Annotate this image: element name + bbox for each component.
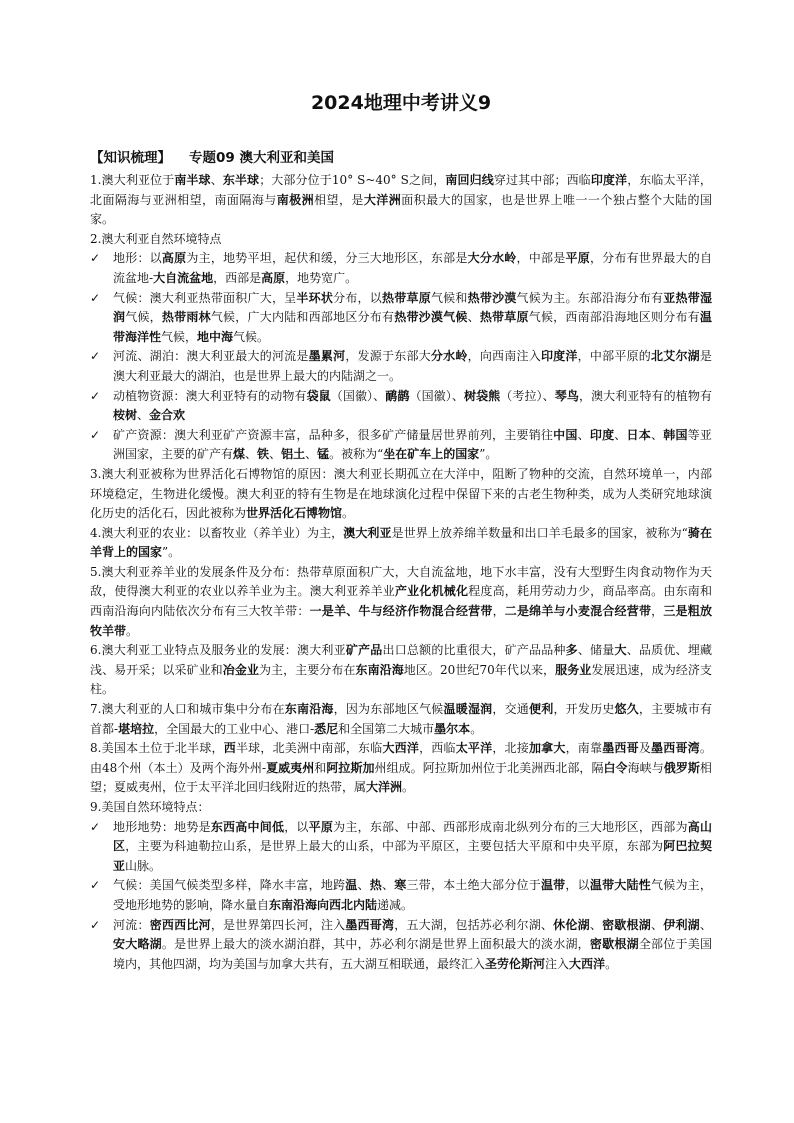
- paragraph: [90, 798, 712, 818]
- text-run: 气候。: [233, 329, 270, 344]
- paragraph: [90, 739, 712, 798]
- text-run: 。: [126, 623, 139, 638]
- paragraph: [90, 641, 712, 700]
- text-run: ，北接: [492, 741, 529, 756]
- paragraph: [90, 524, 712, 563]
- text-run: 山脉。: [125, 858, 162, 873]
- text-run: ；大部分位于10° S~40° S之间，: [259, 173, 446, 187]
- emphasis-text: 煤: [233, 447, 246, 462]
- text-run: ，交通: [492, 702, 530, 717]
- emphasis-text: 热带沙漠气候: [394, 310, 468, 325]
- text-run: ，地势宽广。: [285, 270, 358, 285]
- emphasis-text: 一是羊、牛与经济作物混合经营带: [309, 604, 493, 619]
- emphasis-text: 大洋洲: [366, 780, 403, 795]
- text-run: ，以: [284, 819, 309, 834]
- emphasis-text: 俄罗斯: [663, 760, 700, 775]
- emphasis-text: 印度洋: [590, 173, 628, 187]
- text-run: 和全国第二大城市: [338, 721, 435, 736]
- text-run: ，中部平原的: [577, 349, 651, 364]
- text-run: 、: [245, 447, 258, 462]
- checklist-item: [90, 426, 712, 465]
- emphasis-text: 热带沙漠: [467, 290, 517, 305]
- text-run: 及: [638, 741, 652, 756]
- text-run: 发展迅速，成为经济支柱。: [90, 662, 712, 697]
- text-run: 。由48个州（本土）及两个海外州-: [90, 741, 712, 775]
- text-run: ，五大湖，包括苏必利尔湖、: [394, 917, 554, 932]
- text-run: 地区。20世纪70年代以来，: [403, 662, 556, 677]
- checkmark-icon: ✓: [90, 917, 101, 932]
- emphasis-text: 骑在羊背上的国家: [90, 525, 712, 560]
- text-run: 为主，地势平坦，起伏和缓，分三大地形区，东部是: [186, 251, 468, 266]
- text-run: 全部位于美国境内，其他四湖，均为美国与加拿大共有，五大湖互相联通，最终汇入: [113, 937, 712, 971]
- checkmark-icon: ✓: [90, 251, 101, 266]
- emphasis-text: 墨西哥湾: [651, 741, 700, 756]
- text-run: 相望，是: [314, 192, 364, 207]
- paragraph: [90, 700, 712, 739]
- emphasis-text: 高原: [261, 270, 286, 285]
- checklist-item: [90, 818, 712, 877]
- checkmark-icon: ✓: [90, 427, 101, 442]
- emphasis-text: 热带草原: [382, 290, 431, 305]
- document-body: [90, 171, 712, 974]
- emphasis-text: 温带大陆性: [589, 878, 651, 893]
- text-run: 程度高，耗用劳动力少，商品率高。由东南和西南沿海向内陆依次分布有三大牧羊带：: [90, 584, 712, 619]
- emphasis-text: 澳大利亚: [343, 525, 392, 540]
- emphasis-text: 温带海洋性: [113, 310, 712, 344]
- text-run: ，主要城市有首都-: [90, 702, 712, 736]
- text-run: （国徽）、: [409, 388, 464, 403]
- text-run: 。: [470, 721, 483, 736]
- paragraph: [90, 171, 712, 230]
- text-run: 5.澳大利亚养羊业的发展条件及分布：热带草原面积广大，大自流盆地，地下水丰富，没有大型野生肉食动物作为天敌，使得澳大利亚的农业以养羊业为主。澳大利亚养羊业: [90, 564, 712, 599]
- text-run: ，: [651, 604, 664, 619]
- text-run: ，中部是: [516, 251, 566, 266]
- text-run: 。: [342, 506, 355, 521]
- text-run: 、: [589, 917, 603, 932]
- checkmark-icon: ✓: [90, 388, 101, 403]
- emphasis-text: 温: [345, 878, 358, 893]
- emphasis-text: 东南沿海向西北内陆: [269, 897, 378, 912]
- text-run: （考拉）、: [500, 388, 555, 403]
- emphasis-text: 墨累河: [308, 349, 346, 364]
- emphasis-text: 阿巴拉契亚: [113, 839, 712, 873]
- emphasis-text: 阿拉斯加: [326, 760, 375, 775]
- text-run: 河流：: [113, 917, 150, 932]
- text-run: ，因为东部地区气候: [333, 702, 444, 717]
- text-run: 气候，广大内陆和西部地区分布有: [210, 310, 395, 325]
- text-run: （国徽）、: [330, 388, 386, 403]
- text-run: 州组成。阿拉斯加州位于北美洲西北部，隔: [374, 760, 604, 775]
- emphasis-text: 高原: [161, 251, 187, 266]
- emphasis-text: 日本: [626, 427, 651, 442]
- emphasis-text: 悉尼: [314, 721, 339, 736]
- emphasis-text: 东半球: [222, 173, 260, 187]
- text-run: 2.澳大利亚自然环境特点: [90, 231, 222, 246]
- text-run: 、: [305, 447, 318, 462]
- emphasis-text: 西: [223, 741, 236, 756]
- emphasis-text: 亚热带湿润: [113, 290, 712, 325]
- emphasis-text: 分水岭: [430, 349, 468, 364]
- emphasis-text: 安大略湖: [113, 937, 162, 952]
- text-run: 为主，主要分布在: [258, 662, 356, 677]
- emphasis-text: 半环状: [296, 290, 334, 305]
- emphasis-text: 东南沿海: [355, 662, 404, 677]
- text-run: ”。: [162, 545, 181, 560]
- text-run: 等亚洲国家，主要的矿产有: [113, 427, 712, 462]
- emphasis-text: 坐在矿车上的国家: [383, 447, 480, 462]
- emphasis-text: 温暖湿润: [443, 702, 493, 717]
- text-run: 相望；夏威夷州，位于太平洋北回归线附近的热带，属: [90, 760, 712, 795]
- emphasis-text: 产业化机械化: [394, 584, 469, 599]
- checklist-item: [90, 289, 712, 348]
- emphasis-text: 热带草原: [479, 310, 529, 325]
- emphasis-text: 夏威夷州: [266, 760, 315, 775]
- text-run: 是澳大利亚最大的湖泊，也是世界上最大的内陆湖之一。: [113, 349, 712, 383]
- emphasis-text: 东南沿海: [284, 702, 334, 717]
- emphasis-text: 伊利湖: [663, 917, 700, 932]
- text-run: ，西部是: [213, 270, 262, 285]
- emphasis-text: 墨尔本: [434, 721, 471, 736]
- emphasis-text: 世界活化石博物馆: [246, 506, 343, 521]
- emphasis-text: 墨西哥: [602, 741, 639, 756]
- emphasis-text: 平原: [565, 251, 590, 266]
- text-run: 动植物资源：澳大利亚特有的动物有: [113, 388, 307, 403]
- checklist-item: [90, 249, 712, 288]
- emphasis-text: 密歇根湖: [602, 917, 651, 932]
- emphasis-text: 地中海: [197, 329, 234, 344]
- emphasis-text: 印度: [589, 427, 615, 442]
- emphasis-text: 南极洲: [276, 192, 315, 207]
- checkmark-icon: ✓: [90, 819, 101, 834]
- text-run: 出口总额的比重很大，矿产品品种: [382, 643, 566, 658]
- checklist-item: [90, 347, 712, 386]
- text-run: ，西临: [419, 741, 456, 756]
- text-run: 9.美国自然环境特点：: [90, 800, 210, 814]
- section-bracket-label: 【知识梳理】: [90, 150, 171, 166]
- text-run: ，开发历史: [553, 702, 615, 717]
- emphasis-text: 桉树: [113, 408, 138, 423]
- emphasis-text: 北艾尔湖: [651, 349, 700, 364]
- text-run: 矿产资源：澳大利亚矿产资源丰富，品种多，很多矿产储量居世界前列，主要销往: [113, 427, 554, 442]
- text-run: 、: [382, 878, 395, 893]
- text-run: ，主要为科迪勒拉山系，是世界上最大的山系，中部为平原区，主要包括大平原和中央平原，东部为: [125, 839, 664, 854]
- text-run: 1.澳大利亚位于: [90, 173, 175, 187]
- emphasis-text: 韩国: [663, 427, 688, 442]
- text-run: 、: [137, 408, 150, 423]
- emphasis-text: 大西洋: [569, 956, 606, 971]
- emphasis-text: 冶金业: [222, 662, 259, 677]
- text-run: 、: [650, 427, 664, 442]
- emphasis-text: 温带: [540, 878, 566, 893]
- text-run: 穿过其中部；西临: [493, 173, 591, 187]
- text-run: ，分布有世界最大的自流盆地-: [113, 251, 712, 285]
- emphasis-text: 便利: [529, 702, 554, 717]
- text-run: 、: [467, 310, 480, 325]
- emphasis-text: 南回归线: [445, 173, 494, 187]
- checkmark-icon: ✓: [90, 290, 101, 305]
- text-run: 气候为主。东部沿海分布有: [516, 290, 664, 305]
- emphasis-text: 寒: [394, 878, 407, 893]
- text-run: 面积最大的国家，也是世界上唯一一个独占整个大陆的国家。: [90, 192, 712, 227]
- emphasis-text: 铁: [257, 447, 270, 462]
- text-run: 8.美国本土位于北半球，: [90, 741, 224, 756]
- paragraph: [90, 465, 712, 524]
- text-run: ，以: [565, 878, 590, 893]
- text-run: 分布，以: [333, 290, 383, 305]
- text-run: 气候：美国气候类型多样，降水丰富，地跨: [113, 878, 346, 893]
- emphasis-text: 琴鸟: [554, 388, 579, 403]
- text-run: 海峡与: [627, 760, 664, 775]
- emphasis-text: 休伦湖: [553, 917, 590, 932]
- text-run: 、: [650, 917, 664, 932]
- emphasis-text: 太平洋: [455, 741, 493, 756]
- text-run: 、: [699, 917, 712, 932]
- checklist-item: [90, 387, 712, 426]
- text-run: ”。: [479, 447, 498, 462]
- text-run: 气候：澳大利亚热带面积广大，呈: [113, 290, 297, 305]
- emphasis-text: 热带雨林: [161, 310, 211, 325]
- text-run: ，: [492, 604, 505, 619]
- text-run: 、: [614, 427, 627, 442]
- text-run: 为主，东部、中部、西部形成南北纵列分布的三大地形区，西部为: [333, 819, 688, 834]
- emphasis-text: 堪培拉: [118, 721, 155, 736]
- text-run: 气候和: [430, 290, 468, 305]
- emphasis-text: 锰: [317, 447, 330, 462]
- text-run: 。: [402, 780, 415, 795]
- text-run: 气候，: [161, 329, 198, 344]
- text-run: 7.澳大利亚的人口和城市集中分布在: [90, 702, 285, 717]
- emphasis-text: 密西西比河: [149, 917, 211, 932]
- text-run: 气候，西南部沿海地区则分布有: [528, 310, 700, 325]
- emphasis-text: 大洋洲: [363, 192, 402, 207]
- emphasis-text: 铝土: [281, 447, 306, 462]
- text-run: ，东临太平洋，北面隔海与亚洲相望，南面隔海与: [90, 173, 712, 207]
- emphasis-text: 南半球: [174, 173, 211, 187]
- text-run: 半球，北美洲中南部，东临: [235, 741, 383, 756]
- emphasis-text: 热: [369, 878, 382, 893]
- text-run: 地形：以: [113, 251, 162, 266]
- checkmark-icon: ✓: [90, 878, 101, 893]
- emphasis-text: 大分水岭: [467, 251, 517, 266]
- emphasis-text: 密歇根湖: [589, 937, 639, 952]
- text-run: ，向西南注入: [467, 349, 541, 364]
- page-title: 2024地理中考讲义9: [310, 92, 492, 114]
- emphasis-text: 服务业: [555, 662, 592, 677]
- text-run: 河流、湖泊：澳大利亚最大的河流是: [113, 349, 309, 364]
- text-run: 递减。: [377, 897, 414, 912]
- emphasis-text: 加拿大: [528, 741, 566, 756]
- text-run: 注入: [545, 956, 570, 971]
- text-run: 、: [357, 878, 370, 893]
- emphasis-text: 多: [565, 643, 578, 658]
- text-run: 。: [605, 956, 618, 971]
- section-heading: [90, 146, 334, 166]
- text-run: 3.澳大利亚被称为世界活化石博物馆的原因：澳大利亚长期孤立在大洋中，阻断了物种的交流，自然环境单一，内部环境稳定，生物进化缓慢。澳大利亚的特有生物是在地球演化过程中保留下来的古老生物种类，成为人类研究地球演化历史的活化石，因此被称为: [90, 466, 712, 521]
- emphasis-text: 树袋熊: [463, 388, 501, 403]
- text-run: 、: [577, 427, 590, 442]
- checkmark-icon: ✓: [90, 349, 101, 364]
- emphasis-text: 印度洋: [540, 349, 578, 364]
- text-run: ，澳大利亚特有的植物有: [578, 388, 712, 403]
- checklist-item: [90, 916, 712, 975]
- text-run: 、: [269, 447, 282, 462]
- text-run: 气候，: [125, 310, 162, 325]
- text-run: 4.澳大利亚的农业：以畜牧业（养羊业）为主，: [90, 525, 344, 540]
- text-run: 三带，本土绝大部分位于: [406, 878, 541, 893]
- section-topic: 专题09 澳大利亚和美国: [189, 150, 334, 166]
- emphasis-text: 东西高中间低: [210, 819, 285, 834]
- emphasis-text: 大自流盆地: [153, 270, 214, 285]
- emphasis-text: 圣劳伦斯河: [485, 956, 546, 971]
- text-run: 地形地势：地势是: [113, 819, 211, 834]
- emphasis-text: 鸸鹋: [385, 388, 410, 403]
- text-run: 和: [314, 760, 327, 775]
- paragraph: [90, 230, 712, 250]
- emphasis-text: 三是粗放牧羊带: [90, 604, 712, 638]
- paragraph: [90, 563, 712, 641]
- text-run: 是世界上放养绵羊数量和出口羊毛最多的国家，被称为“: [391, 525, 688, 540]
- emphasis-text: 墨西哥湾: [345, 917, 395, 932]
- checklist-item: [90, 876, 712, 915]
- text-run: 6.澳大利亚工业特点及服务业的发展：澳大利亚: [90, 643, 346, 658]
- emphasis-text: 金合欢: [149, 408, 186, 423]
- emphasis-text: 矿产品: [345, 643, 383, 658]
- emphasis-text: 平原: [308, 819, 334, 834]
- text-run: 。被称为“: [329, 447, 384, 462]
- text-run: ，全国最大的工业中心、港口-: [154, 721, 315, 736]
- text-run: 。是世界上最大的淡水湖泊群，其中，苏必利尔湖是世界上面积最大的淡水湖，: [161, 937, 590, 952]
- emphasis-text: 中国: [553, 427, 578, 442]
- emphasis-text: 大西洋: [382, 741, 420, 756]
- text-run: 、储量: [577, 643, 615, 658]
- emphasis-text: 大: [614, 643, 627, 658]
- text-run: ，南靠: [565, 741, 603, 756]
- text-run: ，发源于东部大: [345, 349, 431, 364]
- text-run: 、: [210, 173, 223, 187]
- emphasis-text: 二是绵羊与小麦混合经营带: [504, 604, 652, 619]
- emphasis-text: 白令: [603, 760, 628, 775]
- emphasis-text: 袋鼠: [306, 388, 331, 403]
- text-run: ，是世界第四长河，注入: [210, 917, 346, 932]
- text-run: 气候为主，受地形地势的影响，降水量自: [113, 878, 712, 912]
- text-run: 、品质优、埋藏浅、易开采；以采矿业和: [90, 643, 712, 677]
- emphasis-text: 悠久: [614, 702, 639, 717]
- emphasis-text: 高山区: [113, 819, 712, 854]
